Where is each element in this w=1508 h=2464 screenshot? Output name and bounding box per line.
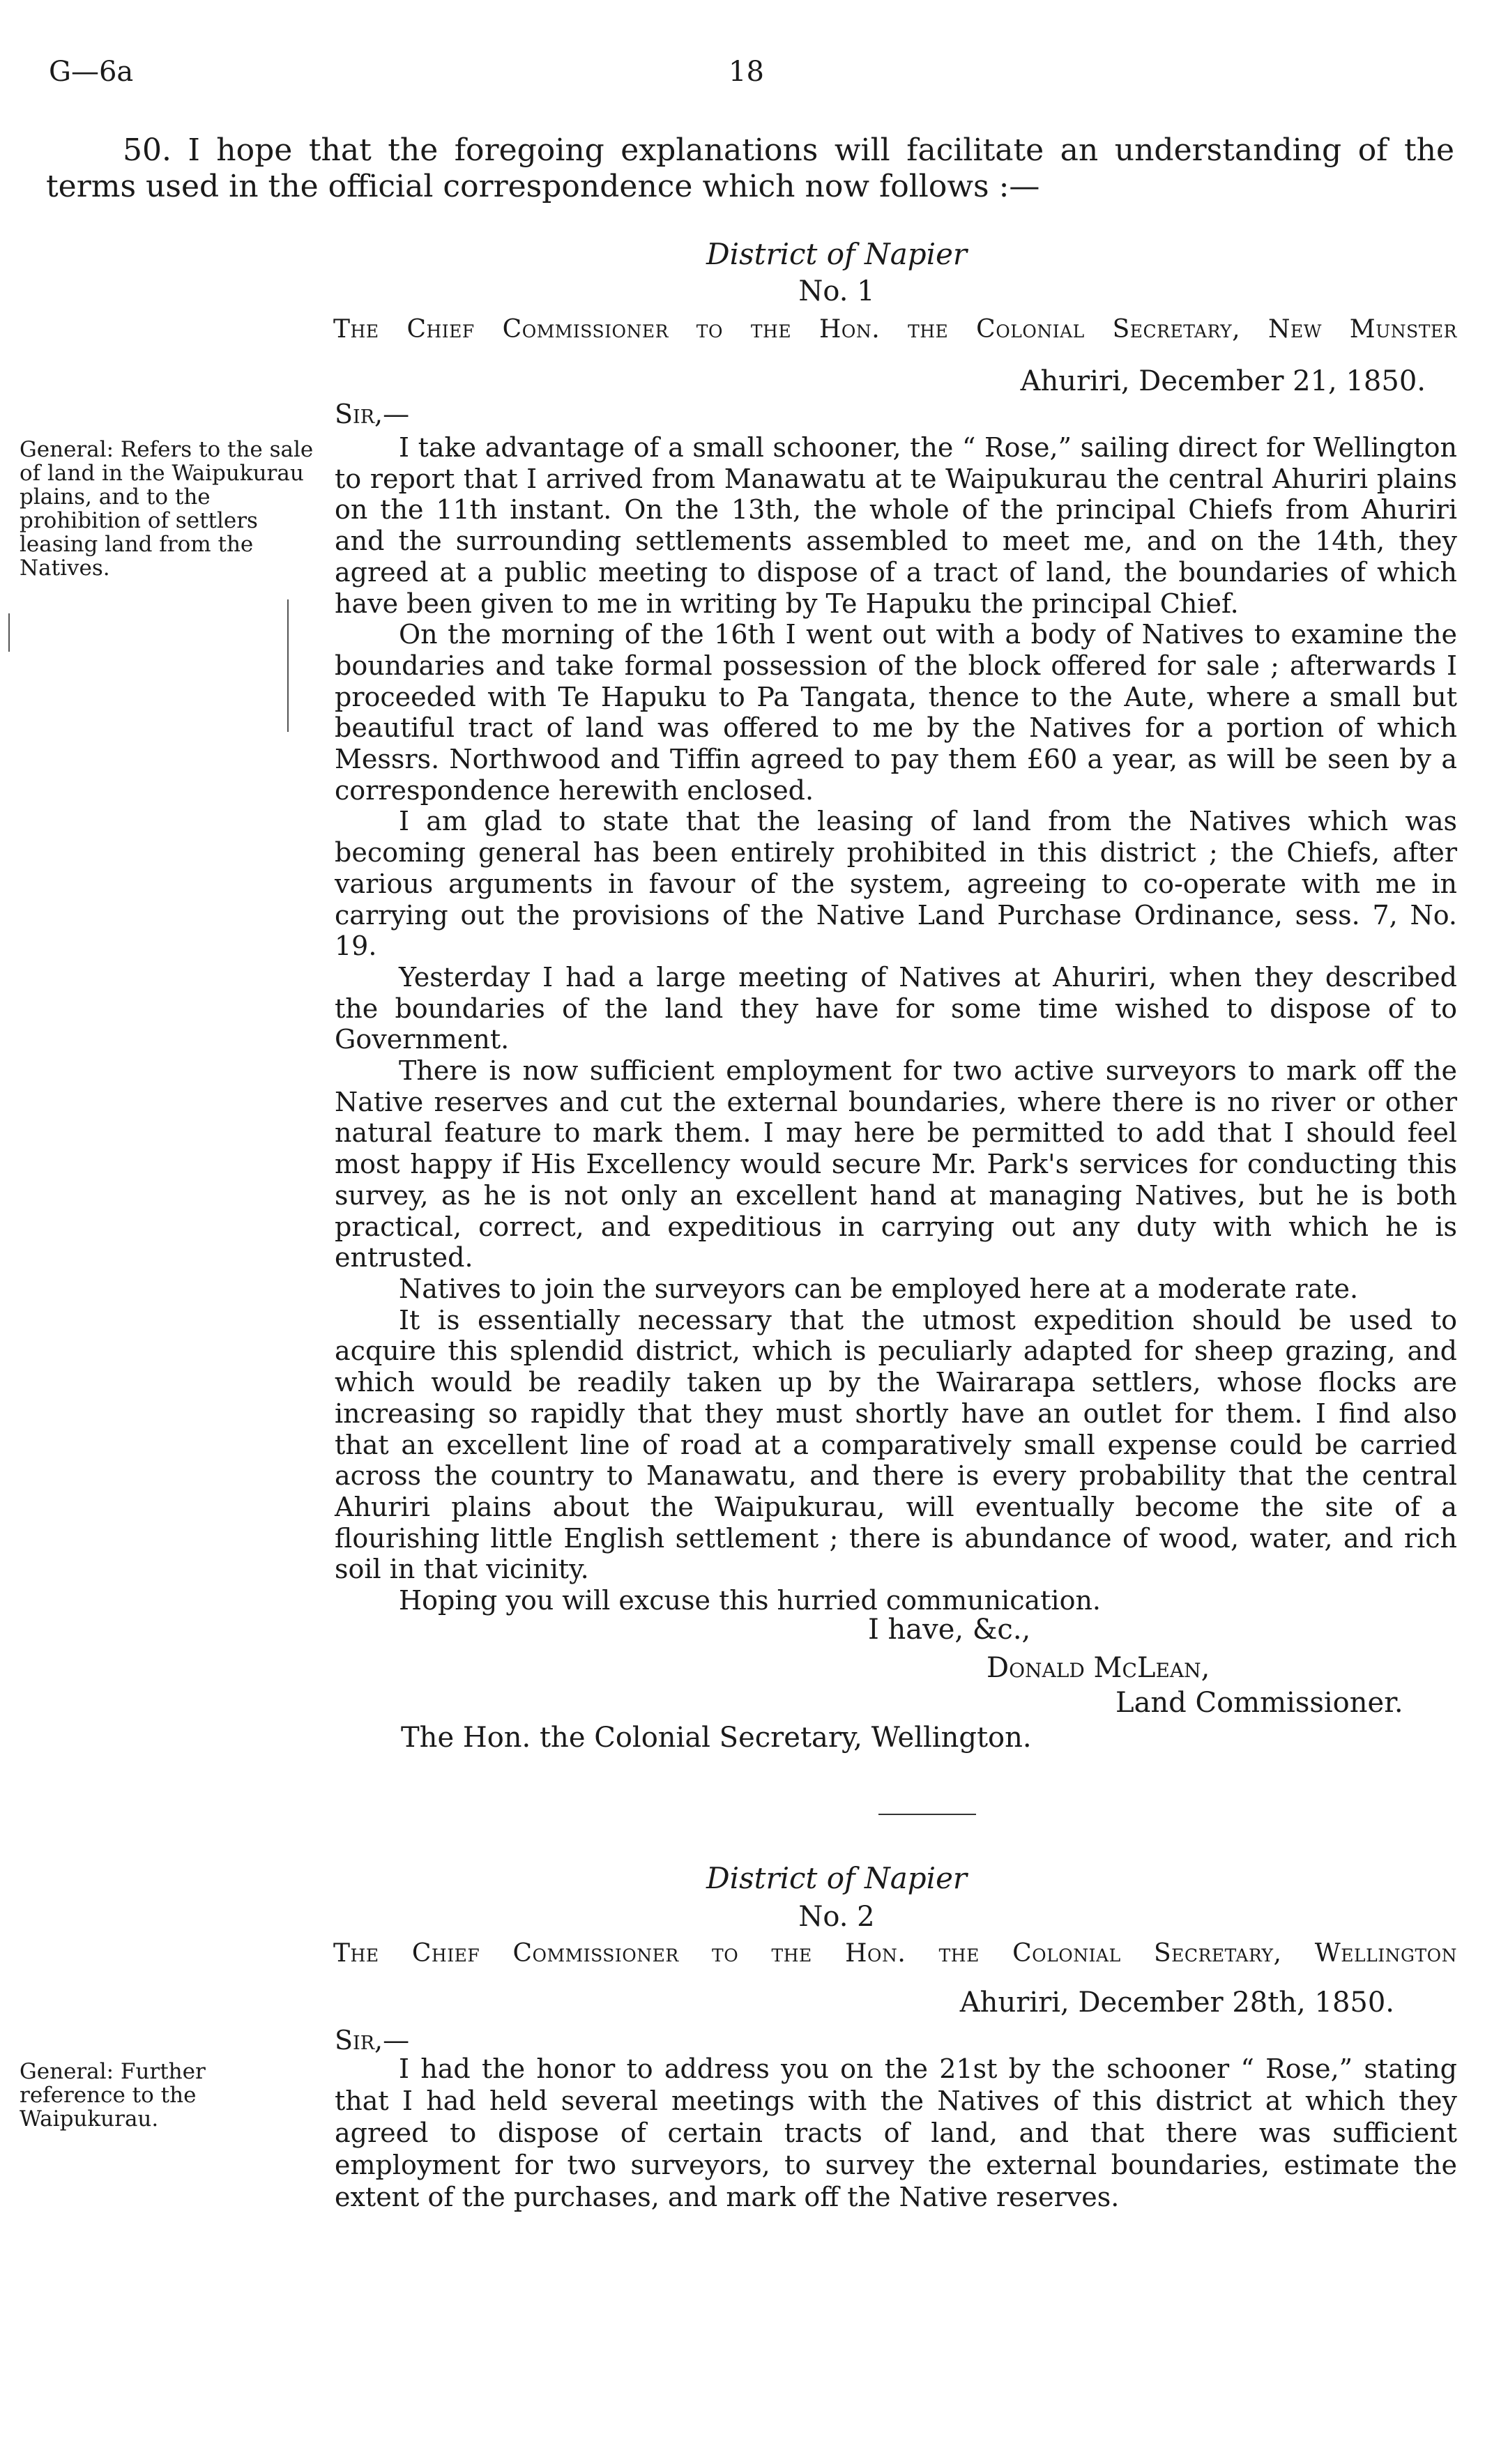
document-reference: G—6a — [49, 56, 134, 88]
letter-1-salutation: Sir,— — [335, 399, 410, 429]
letter-1-paragraph: It is essentially necessary that the utmost expedition should be used to acquire this splendid district, which is peculiarly adapted for sheep grazing, and which would be readily taken up by the Wairarapa settlers, whose flocks are increasing so rapidly that they must shortly have an outlet for them. I find also that an excellent line of road at a comparatively small expense could be carried across the country to Manawatu, and there is every probability that the central Ahuriri plains about the Waipukurau, will eventually become the site of a flourishing little English settlement ; there is abundance of wood, water, and rich soil in that vicinity. — [335, 1304, 1457, 1585]
margin-mark — [287, 599, 289, 732]
letter-1-addressee: The Hon. the Colonial Secretary, Wellington. — [401, 1722, 1032, 1754]
letter-1-closing: I have, &c., — [868, 1614, 1031, 1646]
letter-1-signature-title: Land Commissioner. — [1115, 1687, 1403, 1719]
section-divider — [878, 1814, 976, 1815]
letter-1-paragraph: I am glad to state that the leasing of land from the Natives which was becoming general has been entirely prohibited in this district ; the Chiefs, after various arguments in favour of the system, agreeing to co-operate with me in carrying out the provisions of the Native Land Purchase Ordinance, sess. 7, No. 19. — [335, 806, 1457, 962]
letter-2-number: No. 2 — [798, 1901, 875, 1933]
letter-1-paragraph: There is now sufficient employment for two active surveyors to mark off the Native reserves and cut the external boundaries, where there is no river or other natural feature to mark them. I may here be permitted to add that I should feel most happy if His Excellency would secure Mr. Park's services for conducting this survey, as he is not only an excellent hand at managing Natives, but he is both practical, correct, and expeditious in carrying out any duty with which he is entrusted. — [335, 1055, 1457, 1273]
letter-2-margin-note: General: Further reference to the Waipukurau. — [20, 2059, 206, 2132]
margin-mark — [8, 613, 10, 652]
letter-1-paragraph: I take advantage of a small schooner, the “ Rose,” sailing direct for Wellington to report that I arrived from Manawatu at te Waipukurau the central Ahuriri plains on the 11th instant. On the 13th, the whole of the principal Chiefs from Ahuriri and the surrounding settlements assembled to meet me, and on the 14th, they agreed at a public meeting to dispose of a tract of land, the boundaries of which have been given to me in writing by Te Hapuku the principal Chief. — [335, 432, 1457, 619]
letter-1-number: No. 1 — [798, 275, 875, 307]
letter-1-signature-name: Donald McLean, — [987, 1652, 1210, 1684]
letter-1-heading: The Chief Commissioner to the Hon. the Colonial Secretary, New Munster — [333, 315, 1457, 344]
page-number: 18 — [729, 56, 764, 88]
letter-1-margin-note: General: Refers to the sale of land in the Waipukurau plains, and to the prohibition of settlers leasing land from the Natives. — [20, 437, 314, 581]
letter-2-paragraph: I had the honor to address you on the 21st by the schooner “ Rose,” stating that I had held several meetings with the Natives of this district at which they agreed to dispose of certain tracts of land, and that there was sufficient employment for two surveyors, to survey the external boundaries, estimate the extent of the purchases, and mark off the Native reserves. — [335, 2053, 1457, 2212]
letter-2-district: District of Napier — [706, 1861, 968, 1895]
letter-1-paragraph: On the morning of the 16th I went out with a body of Natives to examine the boundaries and take formal possession of the block offered for sale ; afterwards I proceeded with Te Hapuku to Pa Tangata, thence to the Aute, where a small but beautiful tract of land was offered to me by the Natives for a portion of which Messrs. Northwood and Tiffin agreed to pay them £60 a year, as will be seen by a correspondence herewith enclosed. — [335, 619, 1457, 806]
letter-2-dateline: Ahuriri, December 28th, 1850. — [959, 1987, 1394, 2019]
letter-1-paragraph: Yesterday I had a large meeting of Natives at Ahuriri, when they described the boundaries of the land they have for some time wished to dispose of to Government. — [335, 961, 1457, 1055]
letter-2-body — [335, 2053, 1457, 2213]
letter-2-heading: The Chief Commissioner to the Hon. the Colonial Secretary, Wellington — [333, 1939, 1457, 1968]
letter-1-paragraph: Natives to join the surveyors can be employed here at a moderate rate. — [399, 1273, 1359, 1304]
letter-1-body — [335, 432, 1457, 1616]
letter-1-district: District of Napier — [706, 237, 968, 271]
letter-1-paragraph: Hoping you will excuse this hurried communication. — [399, 1585, 1101, 1616]
letter-1-dateline: Ahuriri, December 21, 1850. — [1020, 365, 1426, 397]
intro-paragraph: 50. I hope that the foregoing explanations will facilitate an understanding of the terms used in the official correspondence which now follows :— — [46, 132, 1454, 204]
letter-2-salutation: Sir,— — [335, 2025, 410, 2056]
